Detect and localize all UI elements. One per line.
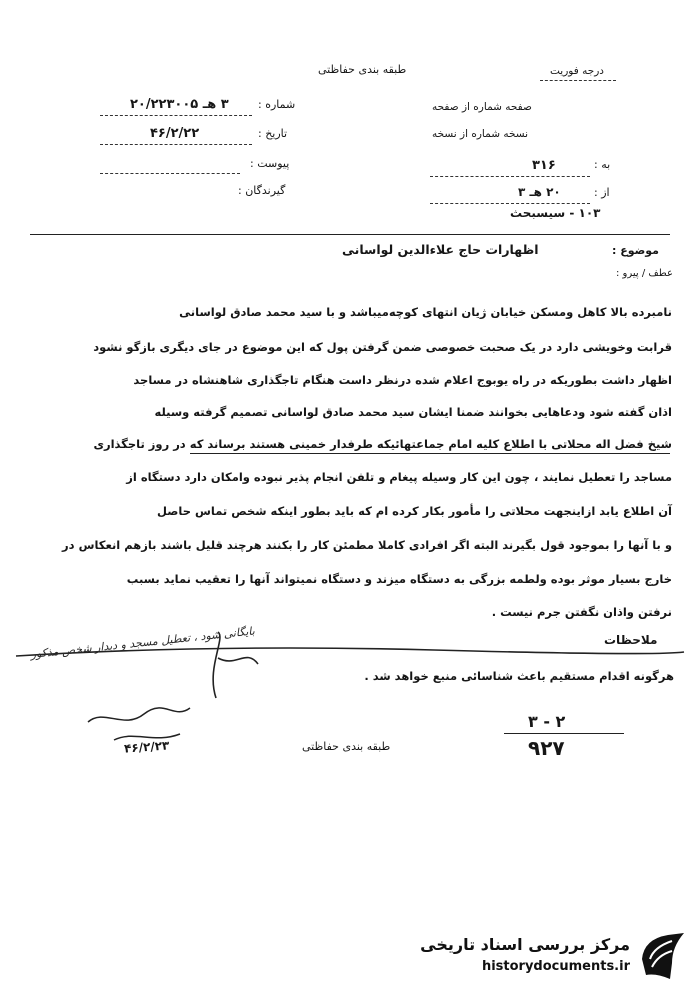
number-dotted-line (100, 115, 252, 116)
date-label: تاریخ : (258, 127, 288, 140)
body-line: نامبرده بالا کاهل ومسکن خیابان ژیان انتهای کوچه‌میباشد و با سید محمد صادق لواسانی (179, 305, 672, 319)
signature-mark (196, 628, 276, 708)
left-signature-date: ۴۶/۲/۲۳ (123, 738, 170, 756)
body-underline (190, 453, 670, 454)
body-line: آن اطلاع یابد ازاینجهت محلاتی را مأمور بکار کرده ام که باید بطور اینکه شخص تماس حاصل (157, 504, 672, 518)
attachment-label: پیوست : (250, 157, 290, 170)
footer-url: historydocuments.ir (481, 959, 630, 974)
recipients-label: گیرندگان : (238, 184, 286, 197)
to-value: ۳۱۶ (532, 158, 556, 173)
copy-count-line: نسخه شماره از نسخه (432, 128, 529, 140)
to-dotted-line (430, 176, 590, 177)
body-line: خارج بسیار موثر بوده ولطمه بزرگی به دستگاه میزند و دستگاه نمیتواند آنها را تعقیب نماید بسبب (126, 572, 672, 586)
classification-bottom: طبقه بندی حفاظتی (302, 740, 391, 753)
body-line: اظهار داشت بطوریکه در راه یوبوج اعلام شده درنظر داست هنگام تاجگذاری شاهنشاه در مساجد (133, 373, 672, 387)
from-value: ۲۰ هـ ۳ (518, 185, 561, 199)
number-label: شماره : (258, 98, 296, 111)
footer-org-name: مرکز بررسی اسناد تاریخی (420, 935, 630, 954)
reference-label: عطف / پیرو : (616, 268, 673, 279)
right-signature-rule (504, 733, 624, 734)
archive-footer (418, 925, 696, 987)
body-line: اذان گفته شود ودعاهایی بخوانند ضمنا ایشان سید محمد صادق لواسانی تصمیم گرفته وسیله (154, 405, 672, 419)
page-count-line: صفحه شماره از صفحه (432, 101, 532, 113)
number-value: ۳ هـ ۲۰/۲۲۳۰۰۵ (130, 97, 229, 112)
subject-label: موضوع : (612, 244, 659, 257)
subject-top-rule (30, 234, 670, 235)
archive-logo-icon (636, 929, 692, 983)
date-dotted-line (100, 144, 252, 145)
date-value: ۴۶/۲/۲۲ (150, 126, 200, 141)
right-signature-number: ۹۲۷ (528, 736, 565, 760)
remarks-typed: هرگونه اقدام مستقیم باعث شناسائی منبع خواهد شد . (364, 669, 674, 683)
priority-label: درجه فوریت (550, 65, 604, 77)
priority-dotted-line (540, 80, 616, 81)
from-dotted-line (430, 203, 590, 204)
classification-top: طبقه بندی حفاظتی (318, 63, 407, 76)
body-line: نرفتن واذان نگفتن جرم نیست . (491, 605, 672, 619)
remarks-handwritten: بایگانی شود ، تعطیل مسجد و دیدار شخص مذکور (30, 624, 256, 661)
from-label: از : (594, 186, 610, 199)
subject-text: اظهارات حاج علاءالدین لواسانی (342, 242, 539, 257)
attachment-dotted-line (100, 173, 240, 174)
to-label: به : (594, 158, 611, 171)
right-signature-mark: ۲ - ۳ (528, 712, 566, 731)
remarks-label: ملاحظات (604, 633, 658, 647)
body-line: و با آنها را بموجود قول بگیرند البته اگر افرادی کاملا مطمئن کار را بکنند هرچند قلیل باشند بازهم انعکاس در (62, 538, 672, 552)
copy-line: ۱۰۳ - سیسبحث (510, 206, 601, 220)
body-line: شیخ فضل اله محلاتی با اطلاع کلیه امام جماعتهائیکه طرفدار خمینی هستند برساند که در روز تاجگذاری (93, 437, 672, 451)
body-line: قرابت وخویشی دارد در یک صحبت خصوصی ضمن گرفتن پول که این موضوع در جای دیگری بازگو نشود (93, 340, 672, 354)
body-line: مساجد را تعطیل نمایند ، چون این کار وسیله پیغام و تلفن انجام پذیر نبوده وامکان دارد دستگاه از (126, 470, 672, 484)
